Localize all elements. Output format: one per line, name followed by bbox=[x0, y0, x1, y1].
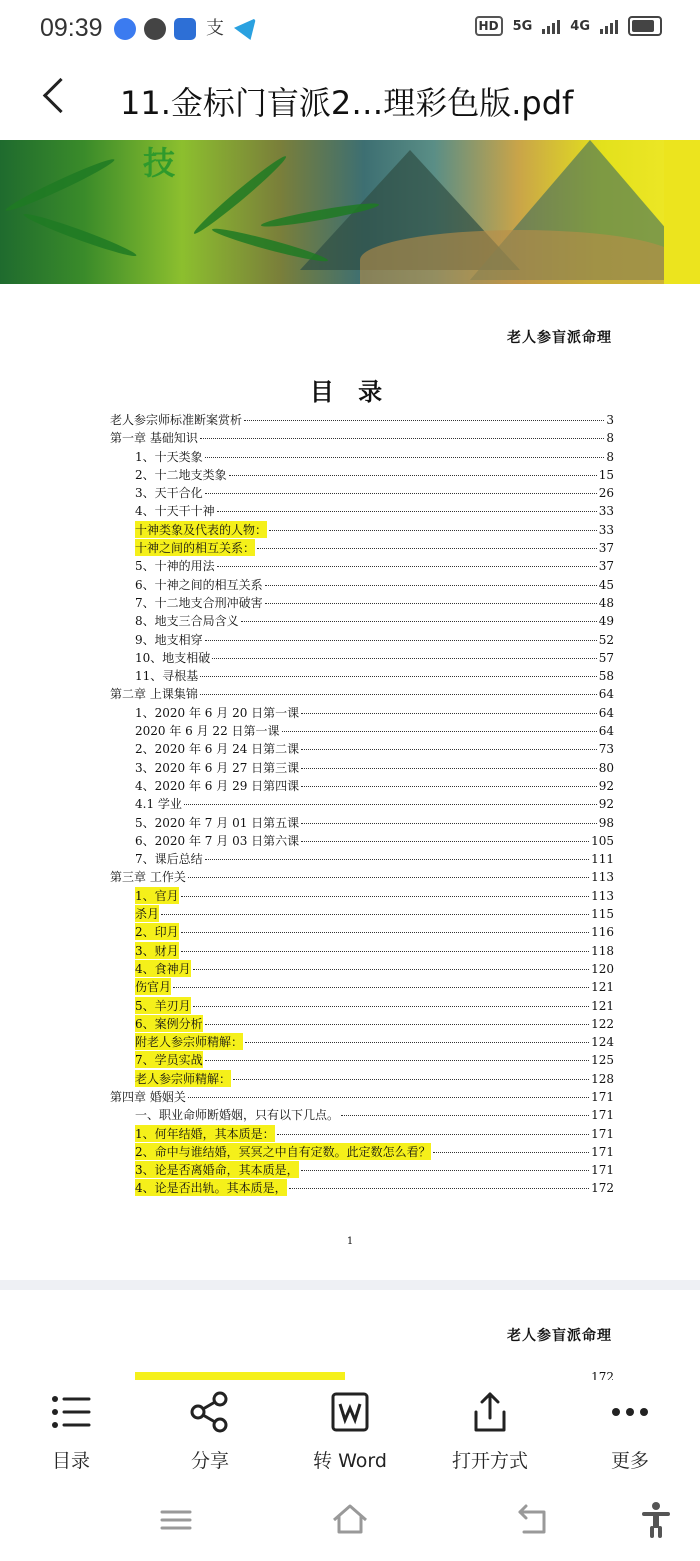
toc-leader-dots bbox=[205, 1024, 589, 1025]
toc-entry-page: 118 bbox=[591, 943, 614, 958]
toc-entry-label: 2020 年 6 月 22 日第一课 bbox=[135, 724, 280, 739]
toc-row[interactable] bbox=[110, 539, 614, 557]
toc-entry-label: 11、寻根基 bbox=[135, 669, 199, 684]
toc-leader-dots bbox=[173, 987, 589, 988]
running-header: 老人参盲派命理 bbox=[507, 330, 612, 346]
toc-entry-label: 杀月 bbox=[135, 907, 160, 922]
toc-leader-dots bbox=[205, 493, 597, 494]
toc-row[interactable] bbox=[110, 1179, 614, 1197]
toc-leader-dots bbox=[257, 548, 597, 549]
toc-leader-dots bbox=[301, 713, 597, 714]
toc-row[interactable] bbox=[110, 942, 614, 960]
toc-row[interactable] bbox=[110, 740, 614, 758]
toc-entry-page: 98 bbox=[598, 815, 614, 830]
to-word-button[interactable] bbox=[300, 1390, 400, 1476]
toc-leader-dots bbox=[341, 1115, 589, 1116]
toc-entry-page: 120 bbox=[591, 961, 614, 976]
list-icon bbox=[49, 1390, 93, 1434]
toc-row[interactable] bbox=[110, 960, 614, 978]
toc-row[interactable] bbox=[110, 1088, 614, 1106]
toc-leader-dots bbox=[282, 731, 597, 732]
toc-entry-page: 172 bbox=[591, 1181, 614, 1196]
toc-entry-page: 3 bbox=[606, 413, 614, 427]
toc-row[interactable] bbox=[110, 612, 614, 630]
toc-leader-dots bbox=[241, 621, 597, 622]
toc-entry-label: 老人参宗师精解： bbox=[135, 1071, 232, 1086]
toc-entry-label: 7、学员实战 bbox=[135, 1053, 203, 1068]
toc-entry-label: 一、职业命师断婚姻，只有以下几点。 bbox=[135, 1108, 340, 1123]
toc-entry-page: 111 bbox=[591, 852, 614, 867]
toc-entry-label: 2、2020 年 6 月 24 日第二课 bbox=[135, 742, 300, 757]
pdf-page-1 bbox=[0, 140, 700, 1280]
toc-entry-label: 伤官月 bbox=[135, 980, 172, 995]
toc-row[interactable] bbox=[110, 1033, 614, 1051]
toc-entry-page: 33 bbox=[598, 522, 614, 537]
toc-row[interactable] bbox=[110, 649, 614, 667]
news-app-icon bbox=[174, 18, 196, 40]
toc-leader-dots bbox=[217, 566, 597, 567]
toc-leader-dots bbox=[205, 457, 605, 458]
toc-entry-label: 6、2020 年 7 月 03 日第六课 bbox=[135, 833, 300, 848]
toc-entry-label: 7、课后总结 bbox=[135, 852, 203, 867]
signal-icon bbox=[542, 18, 560, 34]
toc-leader-dots bbox=[301, 786, 597, 787]
toc-row[interactable] bbox=[110, 448, 614, 466]
toc-row[interactable] bbox=[110, 411, 614, 429]
toc-entry-label: 4、食神月 bbox=[135, 961, 191, 976]
pdf-page-2 bbox=[0, 1290, 700, 1380]
word-icon bbox=[328, 1390, 372, 1434]
running-header-2: 老人参盲派命理 bbox=[507, 1328, 612, 1344]
toc-leader-dots bbox=[301, 768, 597, 769]
toc-entry-page: 58 bbox=[598, 669, 614, 684]
toc-entry-label: 3、财月 bbox=[135, 943, 179, 958]
back-nav-icon[interactable] bbox=[514, 1500, 554, 1540]
toc-entry-label: 3、论是否离婚命，其本质是， bbox=[135, 1163, 299, 1178]
toc-row[interactable] bbox=[110, 521, 614, 539]
toc-entry-label: 8、地支三合局含义 bbox=[135, 614, 239, 629]
cloud-app-icon bbox=[114, 18, 136, 40]
toc-leader-dots bbox=[193, 1006, 589, 1007]
toc-leader-dots bbox=[301, 1170, 589, 1171]
toc-leader-dots bbox=[205, 859, 589, 860]
toc-leader-dots bbox=[433, 1152, 589, 1153]
toc-entry-label: 9、地支相穿 bbox=[135, 632, 203, 647]
toc-leader-dots bbox=[193, 969, 589, 970]
toc-row[interactable] bbox=[110, 1125, 614, 1143]
status-time: 09:39 bbox=[40, 14, 103, 42]
banner-image: 技 bbox=[0, 140, 700, 284]
toc-row[interactable] bbox=[110, 502, 614, 520]
toc-entry-page: 37 bbox=[598, 559, 614, 574]
toc-entry-page: 37 bbox=[598, 541, 614, 556]
toc-entry-page: 171 bbox=[591, 1126, 614, 1141]
toc-row[interactable] bbox=[110, 1106, 614, 1124]
toc-entry-label: 4.1 学业 bbox=[135, 797, 182, 812]
toc-row[interactable] bbox=[110, 759, 614, 777]
toc-leader-dots bbox=[277, 1134, 589, 1135]
hd-badge: HD bbox=[475, 16, 503, 36]
toc-entry-label: 2、十二地支类象 bbox=[135, 467, 227, 482]
toc-leader-dots bbox=[301, 823, 597, 824]
toc-entry-label: 6、案例分析 bbox=[135, 1016, 203, 1031]
toc-entry-label: 4、十天干十神 bbox=[135, 504, 215, 519]
toc-entry-label: 1、十天类象 bbox=[135, 449, 203, 464]
toc-leader-dots bbox=[265, 603, 597, 604]
app-header bbox=[0, 56, 700, 140]
toc-entry-page: 92 bbox=[598, 778, 614, 793]
toc-row[interactable] bbox=[110, 1051, 614, 1069]
pdf-viewer[interactable] bbox=[0, 140, 700, 1380]
toc-entry-page: 113 bbox=[591, 888, 614, 903]
toc-leader-dots bbox=[161, 914, 589, 915]
toc-entry-page: 125 bbox=[591, 1053, 614, 1068]
toc-row[interactable] bbox=[110, 905, 614, 923]
toc-row[interactable] bbox=[110, 795, 614, 813]
toc-leader-dots bbox=[212, 658, 596, 659]
toc-entry-label: 3、天干合化 bbox=[135, 486, 203, 501]
bottom-toolbar bbox=[0, 1380, 700, 1480]
toc-row[interactable] bbox=[110, 557, 614, 575]
notification-icons bbox=[114, 16, 256, 42]
toc-entry-page: 113 bbox=[591, 870, 614, 885]
to-word-label: 转 Word bbox=[313, 1450, 387, 1472]
toc-row[interactable] bbox=[110, 631, 614, 649]
document-title: 11.金标门盲派2…理彩色版.pdf bbox=[120, 84, 574, 122]
toc-entry-label: 10、地支相破 bbox=[135, 650, 211, 665]
toc-row[interactable] bbox=[110, 1070, 614, 1088]
toc-entry-label: 第三章 工作关 bbox=[110, 870, 186, 885]
toc-entry-page: 73 bbox=[598, 742, 614, 757]
toc-entry-label: 7、十二地支合刑冲破害 bbox=[135, 595, 263, 610]
toc-row[interactable] bbox=[110, 923, 614, 941]
network-4g: 4G bbox=[570, 18, 590, 34]
toc-entry-page: 122 bbox=[591, 1016, 614, 1031]
toc-entry-label: 5、羊刃月 bbox=[135, 998, 191, 1013]
menu-nav-icon[interactable] bbox=[156, 1500, 196, 1540]
toc-entry-page: 115 bbox=[591, 907, 614, 922]
cat-app-icon bbox=[144, 18, 166, 40]
toc-entry-page: 8 bbox=[606, 431, 614, 446]
toc-row[interactable] bbox=[110, 1143, 614, 1161]
toc-leader-dots bbox=[217, 511, 597, 512]
toc-entry-page: 105 bbox=[591, 833, 614, 848]
toc-entry-label: 十神之间的相互关系： bbox=[135, 541, 256, 556]
toc-row[interactable] bbox=[110, 576, 614, 594]
toc-leader-dots bbox=[188, 877, 589, 878]
toc-entry-page: 92 bbox=[598, 797, 614, 812]
toc-entry-label: 第四章 婚姻关 bbox=[110, 1089, 186, 1104]
toc-row[interactable] bbox=[110, 704, 614, 722]
toc-row[interactable] bbox=[110, 1015, 614, 1033]
more-icon bbox=[608, 1390, 652, 1434]
toc-entry-page: 171 bbox=[591, 1144, 614, 1159]
toc-row[interactable] bbox=[110, 484, 614, 502]
share-icon bbox=[188, 1390, 232, 1434]
toc-leader-dots bbox=[229, 475, 597, 476]
toc-leader-dots bbox=[244, 420, 604, 421]
toc-leader-dots bbox=[289, 1188, 589, 1189]
toc-title: 目 录 bbox=[309, 377, 391, 406]
toc-row[interactable] bbox=[110, 777, 614, 795]
toc-entry-page: 128 bbox=[591, 1071, 614, 1086]
toc-entry-page: 116 bbox=[591, 925, 614, 940]
accessibility-icon[interactable] bbox=[636, 1500, 676, 1540]
toc-row[interactable] bbox=[110, 722, 614, 740]
toc-entry-page: 49 bbox=[598, 614, 614, 629]
toc-entry-page: 121 bbox=[591, 998, 614, 1013]
more-label: 更多 bbox=[610, 1450, 649, 1472]
toc-entry-label: 5、2020 年 7 月 01 日第五课 bbox=[135, 815, 300, 830]
toc-entry-page: 26 bbox=[598, 486, 614, 501]
toc-entry-page: 171 bbox=[591, 1108, 614, 1123]
toc-leader-dots bbox=[265, 585, 597, 586]
toc-leader-dots bbox=[233, 1079, 589, 1080]
toc-row[interactable] bbox=[110, 466, 614, 484]
toc-entry-label: 4、2020 年 6 月 29 日第四课 bbox=[135, 778, 300, 793]
toc-entry-page: 33 bbox=[598, 504, 614, 519]
toc-entry-page: 80 bbox=[598, 760, 614, 775]
toc-entry-page: 121 bbox=[591, 980, 614, 995]
toc-leader-dots bbox=[205, 640, 597, 641]
toc-row[interactable] bbox=[110, 997, 614, 1015]
toc-leader-dots bbox=[301, 841, 589, 842]
toc-leader-dots bbox=[200, 676, 596, 677]
toc-row[interactable] bbox=[110, 429, 614, 447]
partial-page-number: 172 bbox=[591, 1370, 614, 1380]
open-with-button[interactable] bbox=[440, 1390, 540, 1476]
toc-entry-page: 52 bbox=[598, 632, 614, 647]
toc-entry-page: 8 bbox=[606, 449, 614, 464]
highlighted-line-partial bbox=[135, 1372, 345, 1380]
toc-entry-label: 2、印月 bbox=[135, 925, 179, 940]
toc-row[interactable] bbox=[110, 832, 614, 850]
toc-leader-dots bbox=[188, 1097, 589, 1098]
toc-entry-label: 1、何年结婚，其本质是： bbox=[135, 1126, 275, 1141]
toc-row[interactable] bbox=[110, 868, 614, 886]
toc-leader-dots bbox=[301, 749, 597, 750]
toc-entry-label: 4、论是否出轨。其本质是， bbox=[135, 1181, 287, 1196]
signal-icon-2 bbox=[600, 18, 618, 34]
toc-leader-dots bbox=[200, 438, 605, 439]
network-5g: 5G bbox=[512, 18, 533, 34]
toc-entry-label: 第一章 基础知识 bbox=[110, 431, 198, 446]
toc-row[interactable] bbox=[110, 594, 614, 612]
system-nav-bar bbox=[0, 1480, 700, 1561]
toc-leader-dots bbox=[184, 804, 597, 805]
toc-entry-label: 第二章 上课集锦 bbox=[110, 687, 198, 702]
toc-row[interactable] bbox=[110, 814, 614, 832]
table-of-contents bbox=[110, 411, 614, 1198]
toc-entry-label: 1、2020 年 6 月 20 日第一课 bbox=[135, 705, 300, 720]
toc-row[interactable] bbox=[110, 887, 614, 905]
toc-entry-page: 64 bbox=[598, 705, 614, 720]
toc-entry-page: 171 bbox=[591, 1163, 614, 1178]
status-bar bbox=[0, 0, 700, 56]
toc-leader-dots bbox=[181, 951, 589, 952]
alipay-app-icon: 支 bbox=[206, 18, 224, 39]
toc-entry-label: 老人参宗师标准断案赏析 bbox=[110, 413, 243, 427]
toc-row[interactable] bbox=[110, 685, 614, 703]
status-right bbox=[475, 16, 662, 36]
toc-leader-dots bbox=[200, 694, 597, 695]
toc-entry-label: 十神类象及代表的人物： bbox=[135, 522, 268, 537]
toc-entry-label: 1、官月 bbox=[135, 888, 179, 903]
toc-entry-page: 57 bbox=[598, 650, 614, 665]
toc-entry-label: 2、命中与谁结婚，冥冥之中自有定数。此定数怎么看？ bbox=[135, 1144, 431, 1159]
toc-leader-dots bbox=[245, 1042, 589, 1043]
toc-entry-label: 6、十神之间的相互关系 bbox=[135, 577, 263, 592]
toc-entry-page: 45 bbox=[598, 577, 614, 592]
share-label: 分享 bbox=[190, 1450, 229, 1472]
toc-button[interactable] bbox=[21, 1390, 121, 1476]
more-button[interactable] bbox=[580, 1390, 680, 1476]
telegram-icon bbox=[234, 18, 256, 40]
toc-label: 目录 bbox=[51, 1450, 90, 1472]
toc-entry-page: 15 bbox=[598, 467, 614, 482]
toc-leader-dots bbox=[269, 530, 597, 531]
toc-row[interactable] bbox=[110, 850, 614, 868]
battery-icon bbox=[628, 16, 662, 36]
toc-leader-dots bbox=[181, 932, 589, 933]
toc-entry-page: 48 bbox=[598, 595, 614, 610]
page-number: 1 bbox=[346, 1236, 354, 1247]
open-with-label: 打开方式 bbox=[451, 1450, 528, 1472]
home-nav-icon[interactable] bbox=[330, 1500, 370, 1540]
toc-row[interactable] bbox=[110, 1161, 614, 1179]
toc-entry-page: 64 bbox=[598, 724, 614, 739]
toc-row[interactable] bbox=[110, 978, 614, 996]
toc-entry-page: 124 bbox=[591, 1035, 614, 1050]
toc-leader-dots bbox=[205, 1060, 589, 1061]
upload-icon bbox=[468, 1390, 512, 1434]
toc-entry-label: 3、2020 年 6 月 27 日第三课 bbox=[135, 760, 300, 775]
toc-row[interactable] bbox=[110, 667, 614, 685]
toc-entry-page: 171 bbox=[591, 1089, 614, 1104]
toc-entry-label: 附老人参宗师精解： bbox=[135, 1035, 244, 1050]
toc-entry-label: 5、十神的用法 bbox=[135, 559, 215, 574]
share-button[interactable] bbox=[160, 1390, 260, 1476]
toc-leader-dots bbox=[181, 896, 589, 897]
back-arrow-icon[interactable] bbox=[38, 76, 74, 116]
toc-entry-page: 64 bbox=[598, 687, 614, 702]
